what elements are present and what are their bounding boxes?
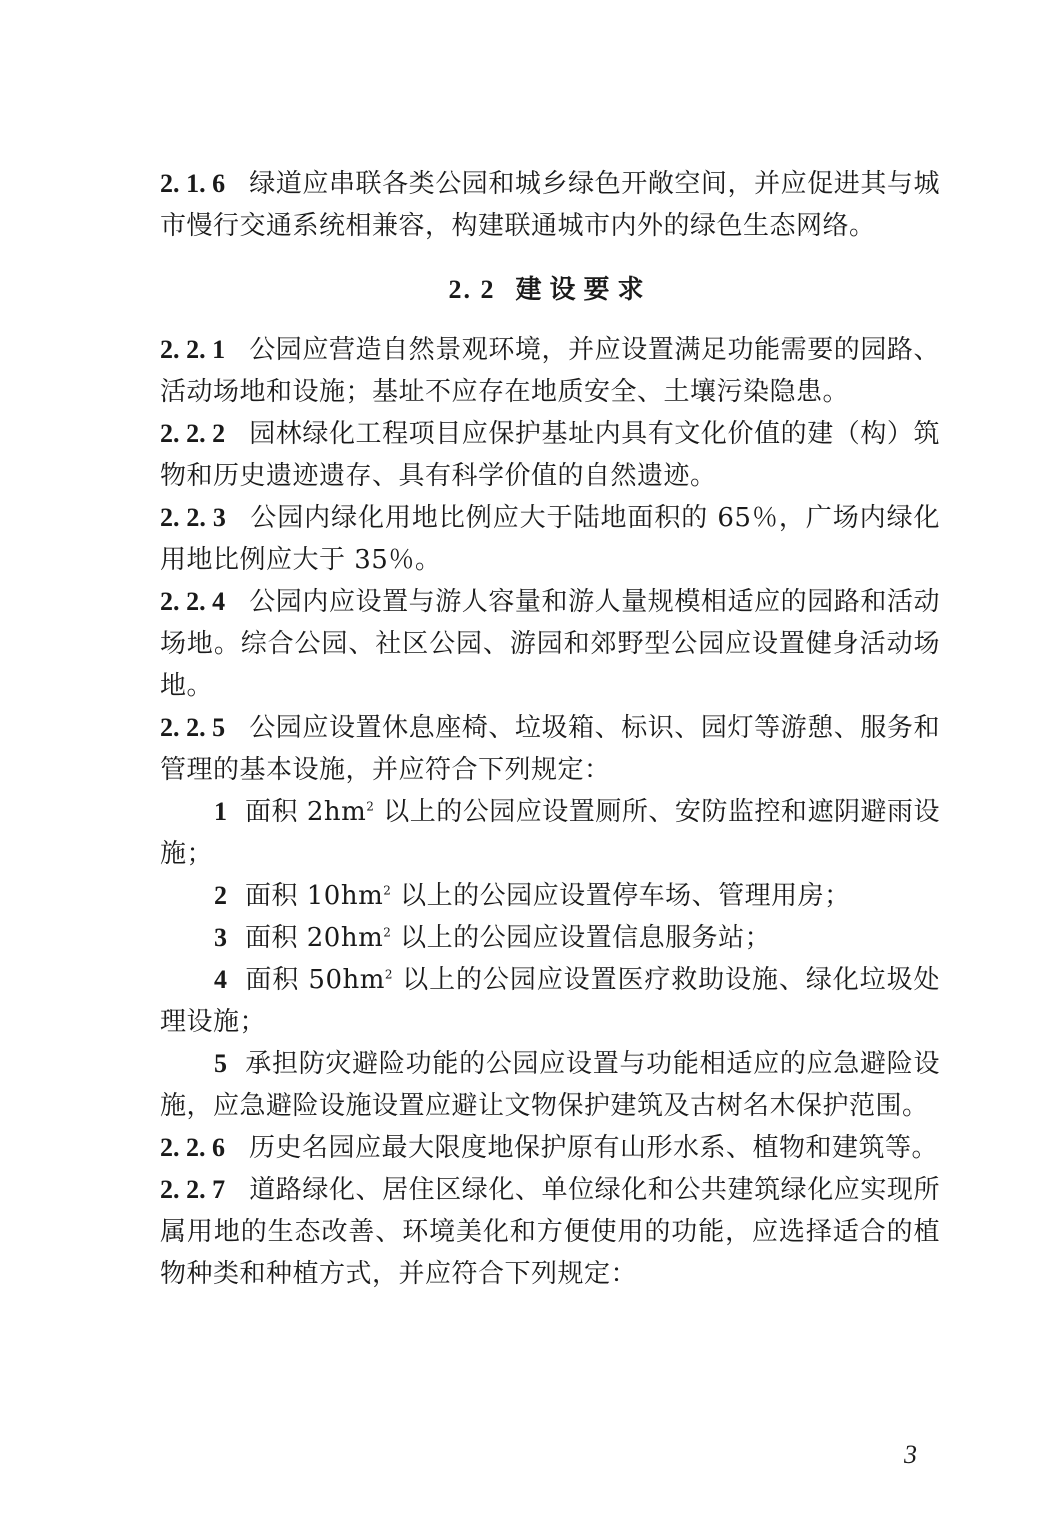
clause-number: 2. 1. 6 (160, 169, 226, 198)
clause-text: 园林绿化工程项目应保护基址内具有文化价值的建（构）筑物和历史遗迹遗存、具有科学价值的自然遗迹。 (160, 419, 940, 491)
superscript: 2 (384, 967, 394, 982)
clause-2-2-3 (160, 497, 940, 581)
clause-text: 历史名园应最大限度地保护原有山形水系、植物和建筑等。 (249, 1133, 939, 1163)
item-text: 承担防灾避险功能的公园应设置与功能相适应的应急避险设施，应急避险设施设置应避让文物保护建筑及古树名木保护范围。 (160, 1049, 940, 1121)
list-item (160, 791, 940, 875)
list-item (160, 959, 940, 1043)
clause-number: 2. 2. 2 (160, 419, 226, 448)
clause-number: 2. 2. 4 (160, 587, 226, 616)
item-text-pre: 面积 50hm (245, 965, 385, 995)
list-item (160, 917, 940, 959)
clause-text: 绿道应串联各类公园和城乡绿色开敞空间，并应促进其与城市慢行交通系统相兼容，构建联通城市内外的绿色生态网络。 (160, 169, 940, 241)
clause-2-2-6 (160, 1127, 940, 1169)
page-number: 3 (904, 1440, 917, 1469)
clause-text: 公园应设置休息座椅、垃圾箱、标识、园灯等游憩、服务和管理的基本设施，并应符合下列规定： (160, 713, 940, 785)
clause-number: 2. 2. 5 (160, 713, 226, 742)
clause-2-1-6 (160, 163, 940, 247)
item-number: 5 (214, 1049, 227, 1078)
list-item (160, 1043, 940, 1127)
superscript: 2 (383, 925, 392, 940)
clause-2-2-4 (160, 581, 940, 707)
clause-number: 2. 2. 1 (160, 335, 226, 364)
clause-number: 2. 2. 3 (160, 503, 226, 532)
item-number: 2 (214, 881, 227, 910)
clause-2-2-1 (160, 329, 940, 413)
superscript: 2 (383, 883, 392, 898)
list-item (160, 875, 940, 917)
item-text-post: 以上的公园应设置医疗救助设施、绿化垃圾处理设施； (160, 965, 940, 1037)
item-number: 4 (214, 965, 227, 994)
clause-text: 道路绿化、居住区绿化、单位绿化和公共建筑绿化应实现所属用地的生态改善、环境美化和方便使用的功能，应选择适合的植物种类和种植方式，并应符合下列规定： (160, 1175, 940, 1289)
superscript: 2 (366, 799, 375, 814)
section-heading (160, 269, 940, 311)
item-number: 1 (214, 797, 227, 826)
clause-text: 公园内应设置与游人容量和游人量规模相适应的园路和活动场地。综合公园、社区公园、游园和郊野型公园应设置健身活动场地。 (160, 587, 940, 701)
item-text-pre: 面积 20hm (245, 923, 384, 953)
clause-number: 2. 2. 7 (160, 1175, 226, 1204)
item-text-post: 以上的公园应设置厕所、安防监控和遮阴避雨设施； (160, 797, 941, 869)
clause-2-2-7 (160, 1169, 940, 1295)
item-text-pre: 面积 2hm (245, 797, 367, 827)
item-text-pre: 面积 10hm (245, 881, 384, 911)
item-text-post: 以上的公园应设置停车场、管理用房； (391, 881, 851, 911)
item-text-post: 以上的公园应设置信息服务站； (391, 923, 772, 953)
clause-2-2-5 (160, 707, 940, 791)
section-number: 2. 2 (448, 275, 496, 304)
page-body (160, 163, 940, 1295)
section-title: 建设要求 (515, 275, 652, 305)
item-number: 3 (214, 923, 227, 952)
clause-number: 2. 2. 6 (160, 1133, 225, 1162)
clause-text: 公园内绿化用地比例应大于陆地面积的 65％，广场内绿化用地比例应大于 35％。 (160, 503, 940, 575)
clause-2-2-2 (160, 413, 940, 497)
clause-text: 公园应营造自然景观环境，并应设置满足功能需要的园路、活动场地和设施；基址不应存在地质安全、土壤污染隐患。 (160, 335, 940, 407)
